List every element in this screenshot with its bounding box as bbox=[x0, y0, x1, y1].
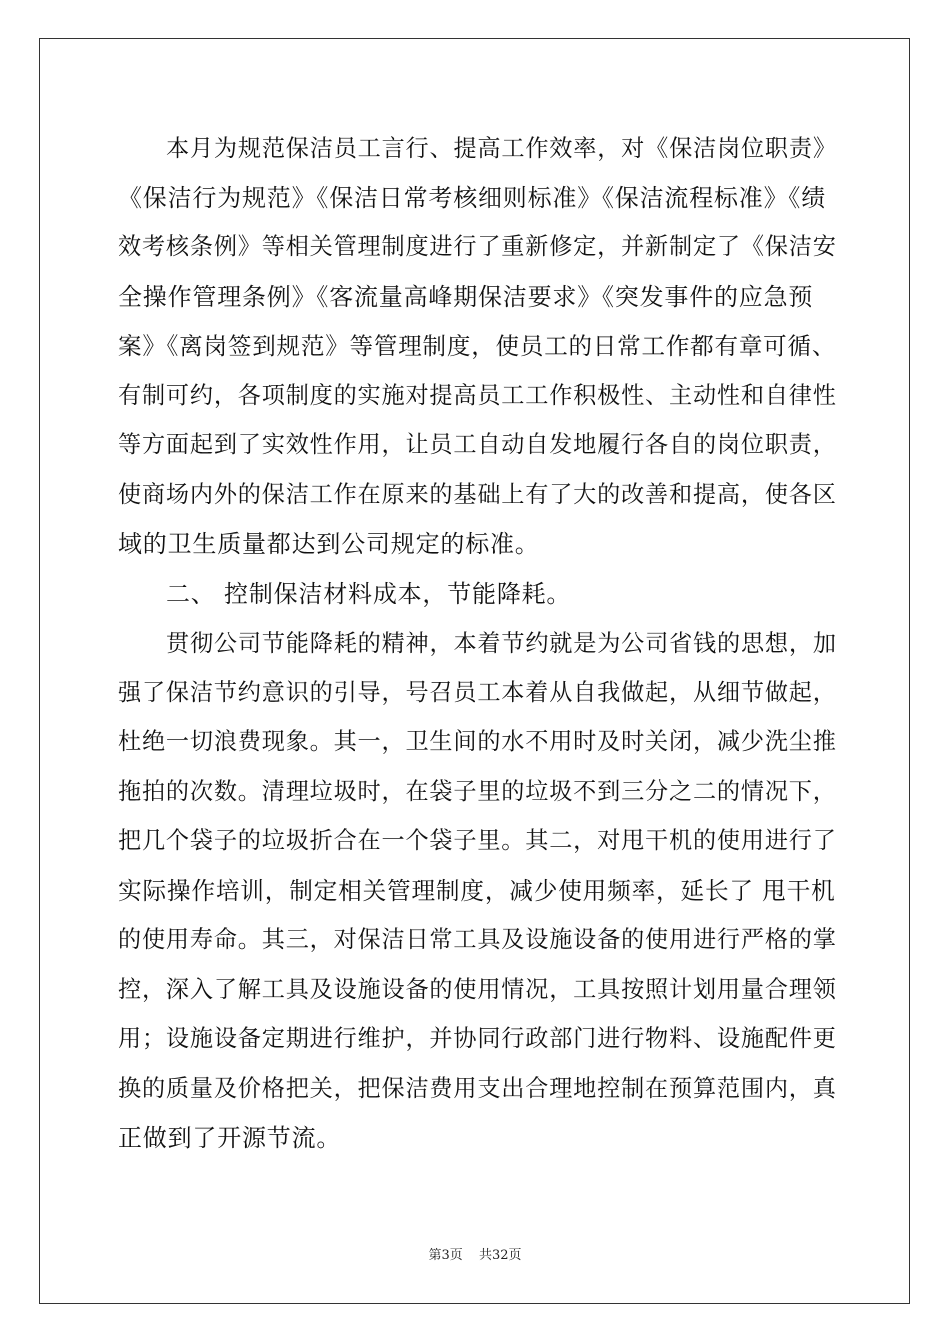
text-line: 二、 控制保洁材料成本，节能降耗。 bbox=[166, 579, 572, 608]
text-line: 控，深入了解工具及设施设备的使用情况，工具按照计划用量合理领 bbox=[118, 976, 837, 1003]
text-line: 强了保洁节约意识的引导，号召员工本着从自我做起，从细节做起， bbox=[118, 679, 837, 706]
text-line: 有制可约，各项制度的实施对提高员工工作积极性、主动性和自律性 bbox=[118, 382, 837, 409]
text-line: 贯彻公司节能降耗的精神，本着节约就是为公司省钱的思想，加 bbox=[166, 630, 837, 657]
text-line: 的使用寿命。其三，对保洁日常工具及设施设备的使用进行严格的掌 bbox=[118, 927, 837, 953]
page-number: 第3页 bbox=[428, 1248, 463, 1263]
text-line: 用；设施设备定期进行维护，并协同行政部门进行物料、设施配件更 bbox=[118, 1026, 837, 1052]
document-body bbox=[118, 124, 836, 1164]
text-line: 拖拍的次数。清理垃圾时，在袋子里的垃圾不到三分之二的情况下， bbox=[118, 778, 837, 805]
text-line: 域的卫生质量都达到公司规定的标准。 bbox=[118, 530, 540, 558]
text-line: 实际操作培训，制定相关管理制度，减少使用频率，延长了 甩干机 bbox=[118, 876, 836, 905]
text-line: 全操作管理条例》《客流量高峰期保洁要求》《突发事件的应急预 bbox=[118, 282, 814, 311]
page-total: 共32页 bbox=[478, 1248, 522, 1263]
text-line: 换的质量及价格把关，把保洁费用支出合理地控制在预算范围内，真 bbox=[118, 1075, 837, 1102]
text-line: 等方面起到了实效性作用，让员工自动自发地履行各自的岗位职责， bbox=[118, 432, 837, 458]
text-line: 效考核条例》等相关管理制度进行了重新修定，并新制定了《保洁安 bbox=[118, 234, 837, 260]
text-line: 本月为规范保洁员工言行、提高工作效率，对《保洁岗位职责》 bbox=[166, 135, 837, 162]
text-line: 《保洁行为规范》《保洁日常考核细则标准》《保洁流程标准》《绩 bbox=[118, 183, 826, 212]
text-line: 正做到了开源节流。 bbox=[118, 1124, 342, 1152]
text-line: 把几个袋子的垃圾折合在一个袋子里。其二，对甩干机的使用进行了 bbox=[118, 828, 837, 854]
text-line: 杜绝一切浪费现象。其一，卫生间的水不用时及时关闭，减少洗尘推 bbox=[118, 729, 837, 755]
page-footer bbox=[0, 1246, 950, 1266]
text-line: 使商场内外的保洁工作在原来的基础上有了大的改善和提高，使各区 bbox=[118, 481, 837, 508]
text-line: 案》《离岗签到规范》等管理制度，使员工的日常工作都有章可循、 bbox=[118, 332, 837, 360]
